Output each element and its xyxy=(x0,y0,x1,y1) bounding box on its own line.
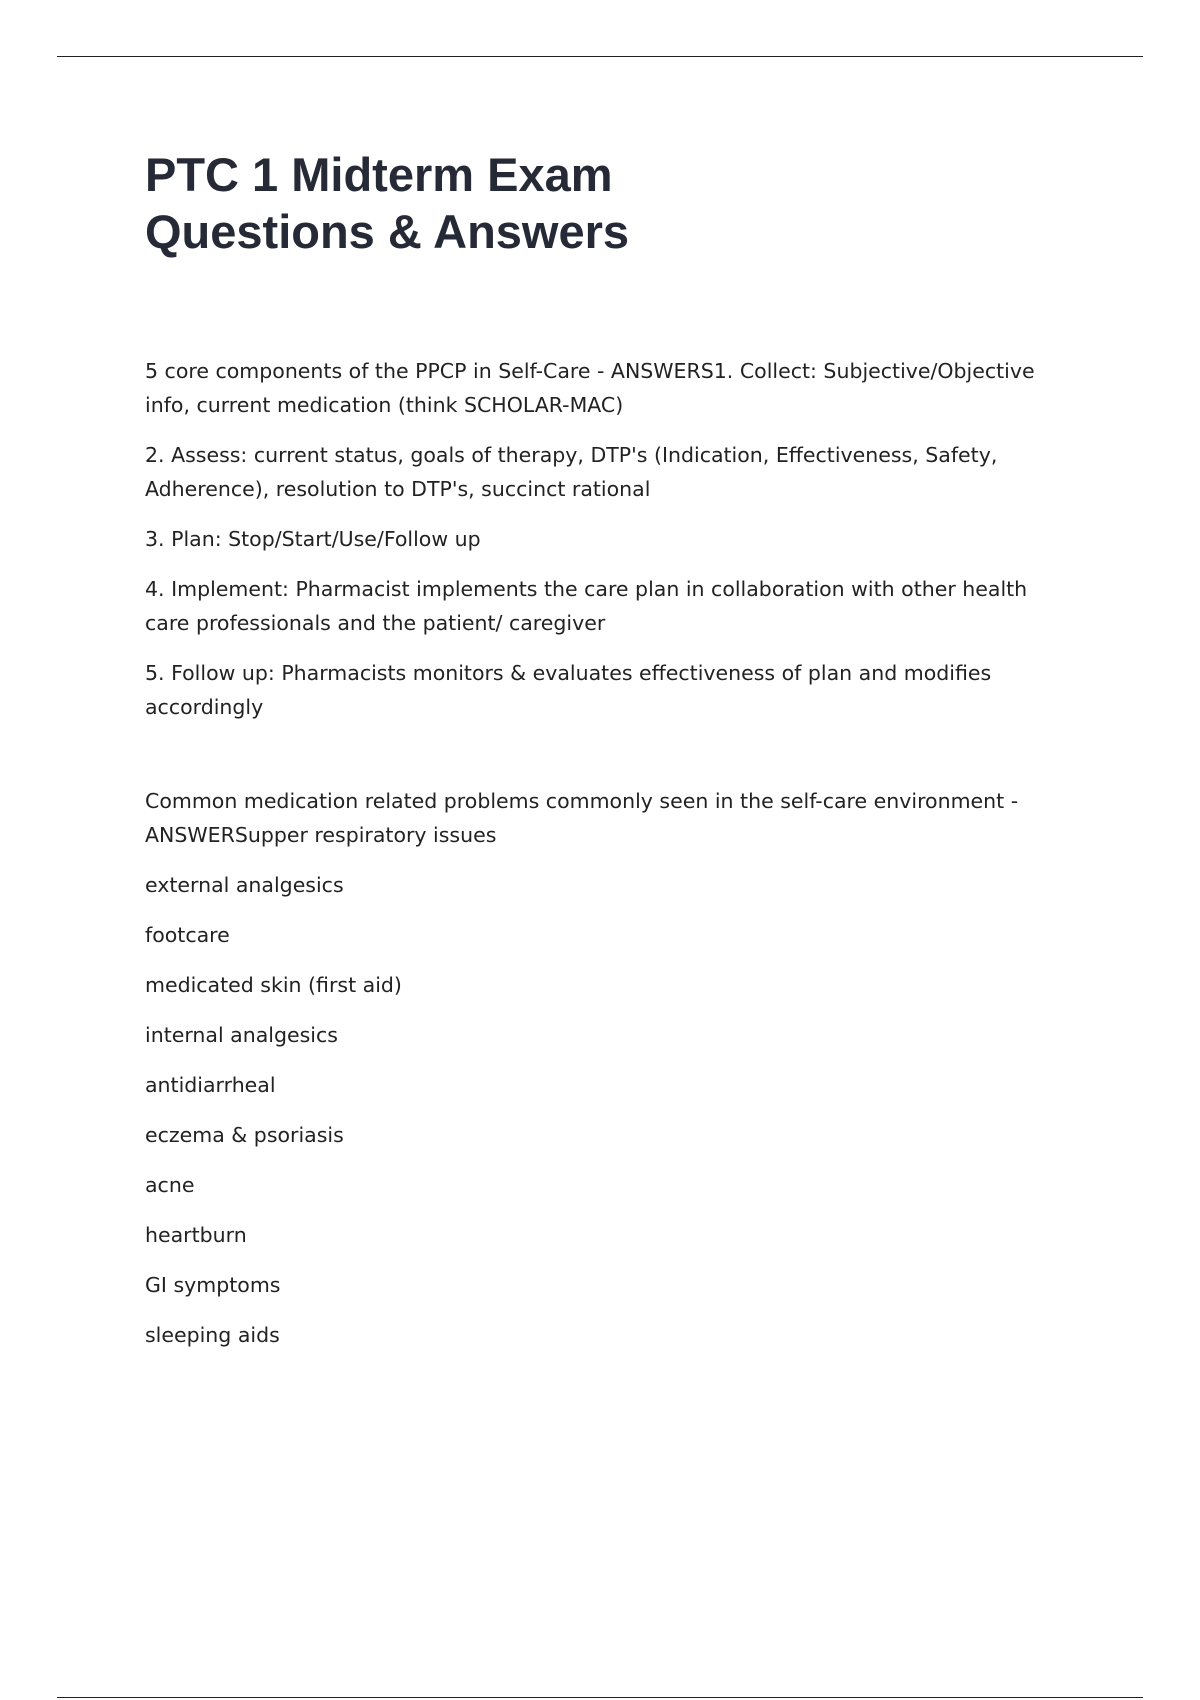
answer-line: eczema & psoriasis xyxy=(145,1123,344,1147)
top-rule xyxy=(57,56,1143,57)
answer-line: internal analgesics xyxy=(145,1023,338,1047)
answer-line: upper respiratory issues xyxy=(247,823,497,847)
answer-line: heartburn xyxy=(145,1223,247,1247)
answer-line: acne xyxy=(145,1173,195,1197)
qa-first-line xyxy=(145,784,1075,852)
answer-line: 5. Follow up: Pharmacists monitors & evaluates effectiveness of plan and modifies accordingly xyxy=(145,661,992,719)
answer-line: medicated skin (first aid) xyxy=(145,973,402,997)
answer-line: GI symptoms xyxy=(145,1273,281,1297)
question-text: 5 core components of the PPCP in Self-Care - ANSWERS xyxy=(145,359,714,383)
answer-line: antidiarrheal xyxy=(145,1073,276,1097)
qa-block-medication-problems xyxy=(145,784,1075,1352)
answer-line: 1. Collect: Subjective/Objective info, current medication (think SCHOLAR-MAC) xyxy=(145,359,1035,417)
page-title xyxy=(145,146,845,260)
answer-line: footcare xyxy=(145,923,230,947)
answer-line: sleeping aids xyxy=(145,1323,280,1347)
qa-first-line xyxy=(145,354,1075,422)
answer-line: 3. Plan: Stop/Start/Use/Follow up xyxy=(145,527,481,551)
title-line-2: Questions & Answers xyxy=(145,205,630,258)
question-text: Common medication related problems commonly seen in the self-care environment - ANSWERS xyxy=(145,789,1019,847)
answer-line: 2. Assess: current status, goals of therapy, DTP's (Indication, Effectiveness, Safety, Adherence), resolution to DTP's, succinct rational xyxy=(145,443,998,501)
answer-line: external analgesics xyxy=(145,873,344,897)
title-line-1: PTC 1 Midterm Exam xyxy=(145,148,613,201)
document-body xyxy=(145,354,1075,1368)
bottom-rule xyxy=(57,1697,1143,1698)
qa-block-ppcp xyxy=(145,354,1075,724)
answer-line: 4. Implement: Pharmacist implements the care plan in collaboration with other health care professionals and the patient/ caregiver xyxy=(145,577,1028,635)
